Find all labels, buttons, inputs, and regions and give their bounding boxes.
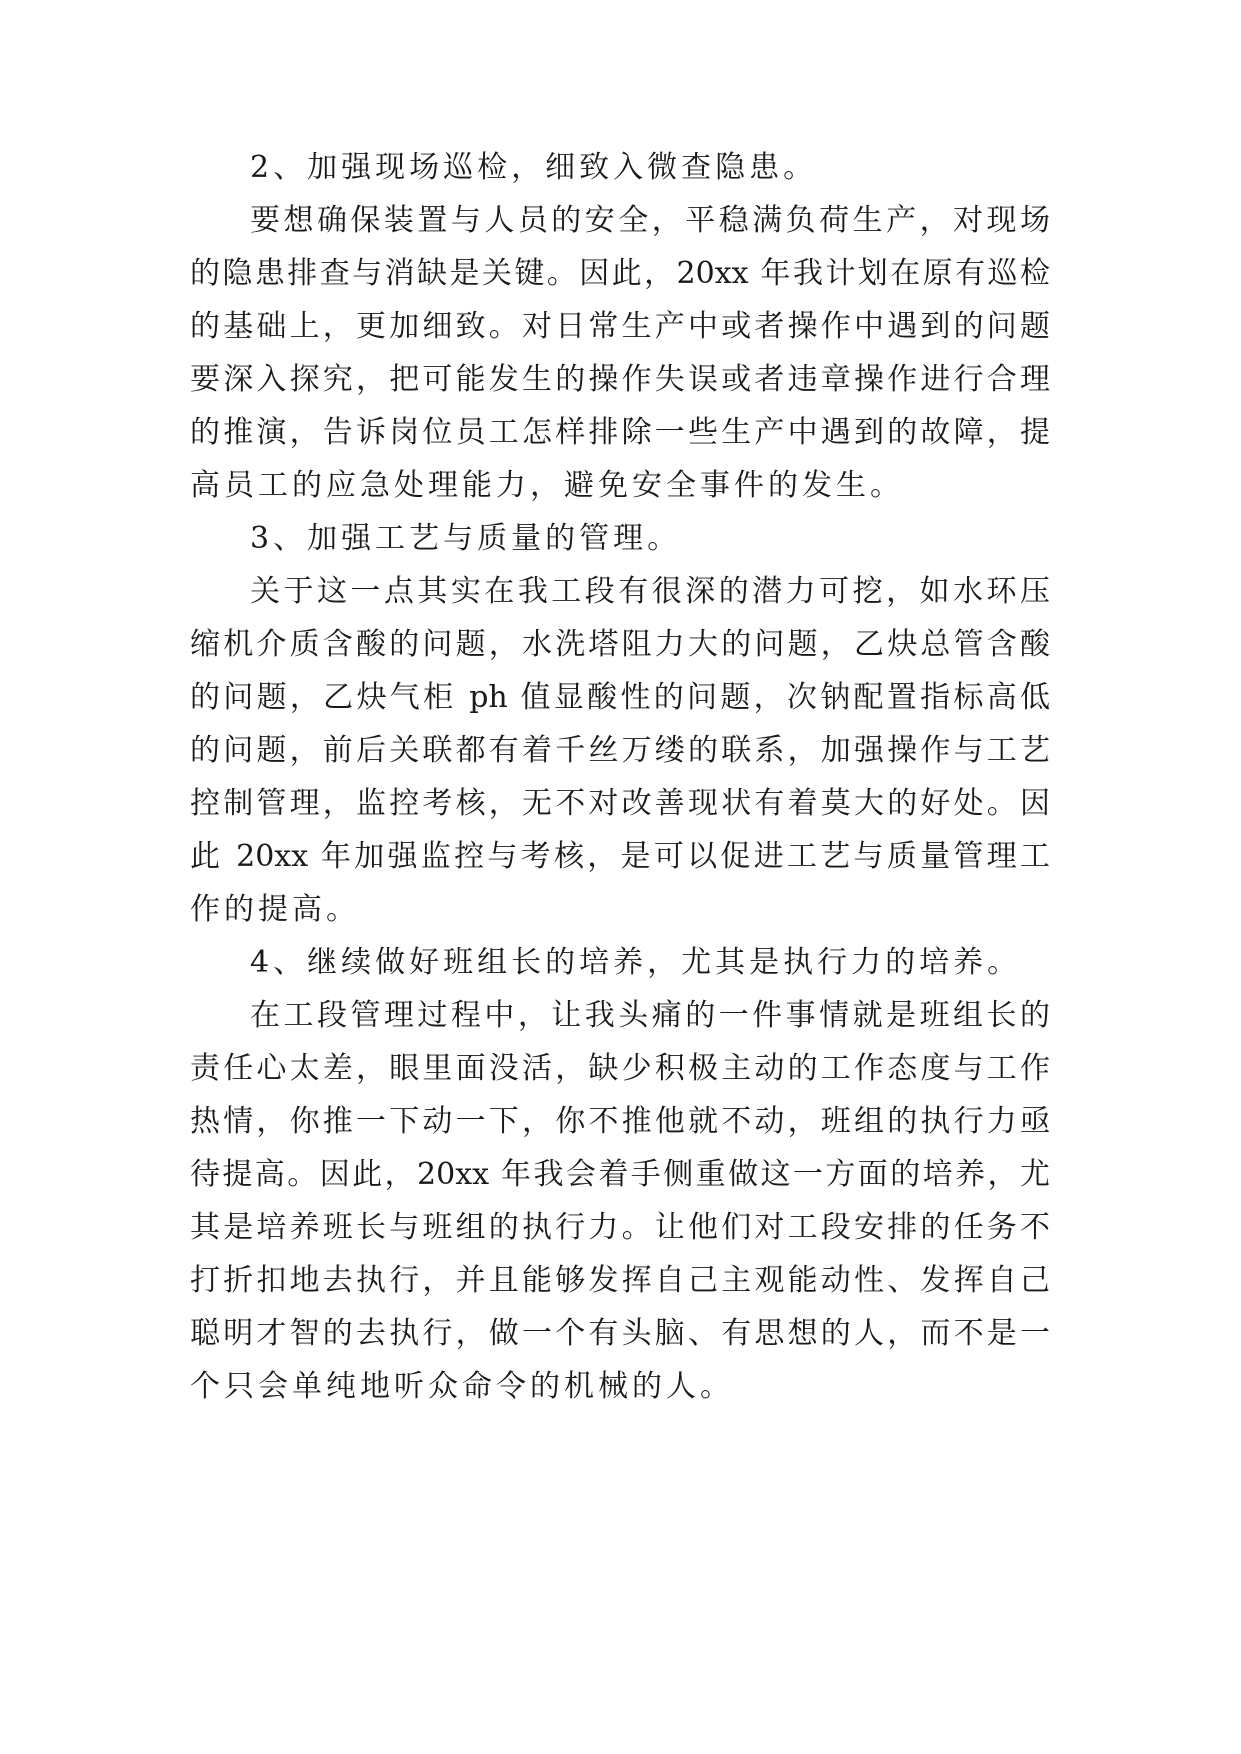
heading-item-4: 4、继续做好班组长的培养，尤其是执行力的培养。 (250, 945, 1022, 980)
paragraph-line: 要想确保装置与人员的安全，平稳满负荷生产，对现场 (250, 203, 1050, 238)
paragraph-line: 关于这一点其实在我工段有很深的潜力可挖，如水环压 (250, 574, 1050, 609)
paragraph-line: 高员工的应急处理能力，避免安全事件的发生。 (190, 468, 904, 503)
paragraph-line: 个只会单纯地听众命令的机械的人。 (190, 1369, 734, 1404)
paragraph-line: 其是培养班长与班组的执行力。让他们对工段安排的任务不 (190, 1210, 1050, 1245)
paragraph-line: 要深入探究，把可能发生的操作失误或者违章操作进行合理 (190, 362, 1050, 397)
paragraph-line: 热情，你推一下动一下，你不推他就不动，班组的执行力亟 (190, 1104, 1050, 1139)
paragraph-line: 的问题，前后关联都有着千丝万缕的联系，加强操作与工艺 (190, 733, 1050, 768)
paragraph-line: 的问题，乙炔气柜 ph 值显酸性的问题，次钠配置指标高低 (190, 680, 1050, 715)
heading-item-2: 2、加强现场巡检，细致入微查隐患。 (250, 150, 818, 185)
paragraph-line: 此 20xx 年加强监控与考核，是可以促进工艺与质量管理工 (190, 839, 1050, 874)
paragraph-line: 的基础上，更加细致。对日常生产中或者操作中遇到的问题 (190, 309, 1050, 344)
paragraph-line: 责任心太差，眼里面没活，缺少积极主动的工作态度与工作 (190, 1051, 1050, 1086)
paragraph-line: 在工段管理过程中，让我头痛的一件事情就是班组长的 (250, 998, 1050, 1033)
paragraph-line: 控制管理，监控考核，无不对改善现状有着莫大的好处。因 (190, 786, 1050, 821)
heading-item-3: 3、加强工艺与质量的管理。 (250, 521, 682, 556)
paragraph-line: 待提高。因此，20xx 年我会着手侧重做这一方面的培养，尤 (190, 1157, 1050, 1192)
paragraph-line: 作的提高。 (190, 892, 360, 927)
paragraph-line: 聪明才智的去执行，做一个有头脑、有思想的人，而不是一 (190, 1316, 1050, 1351)
paragraph-line: 缩机介质含酸的问题，水洗塔阻力大的问题，乙炔总管含酸 (190, 627, 1050, 662)
paragraph-line: 的隐患排查与消缺是关键。因此，20xx 年我计划在原有巡检 (190, 256, 1050, 291)
paragraph-line: 打折扣地去执行，并且能够发挥自己主观能动性、发挥自己 (190, 1263, 1050, 1298)
paragraph-line: 的推演，告诉岗位员工怎样排除一些生产中遇到的故障，提 (190, 415, 1050, 450)
